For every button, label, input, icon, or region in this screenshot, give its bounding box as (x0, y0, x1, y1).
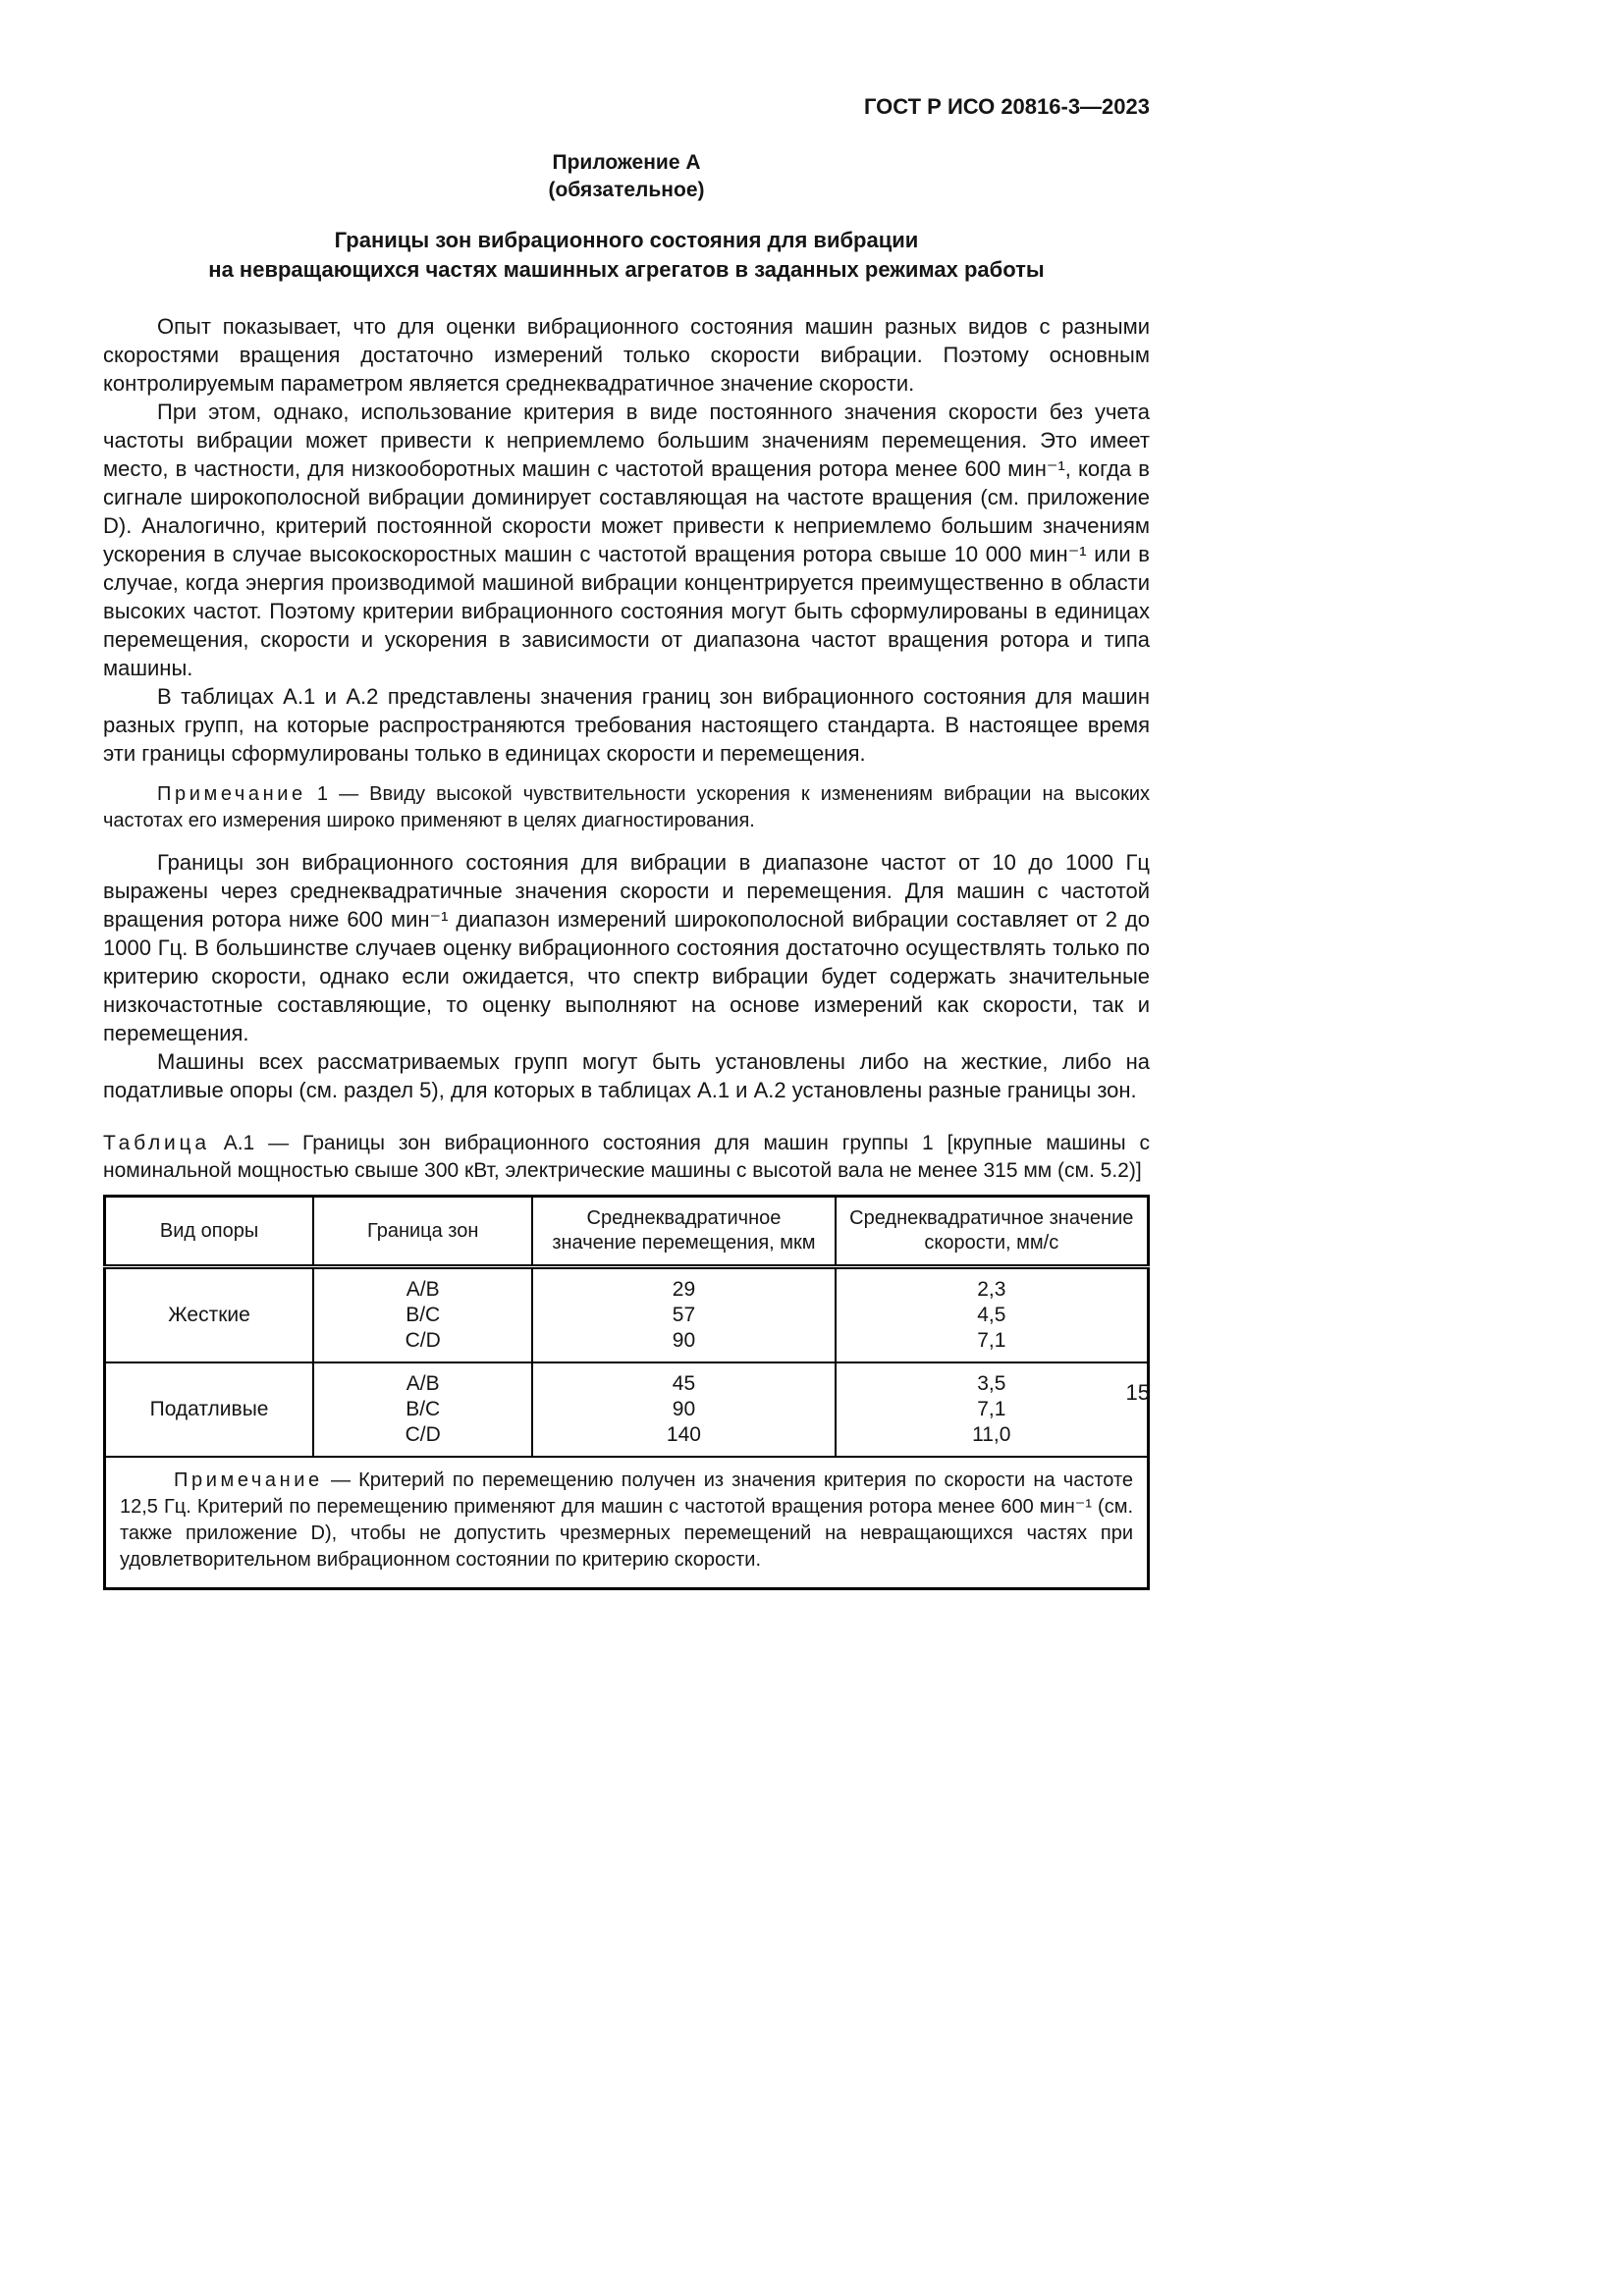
page-content (103, 94, 1150, 1590)
document-title-line-1: Границы зон вибрационного состояния для вибрации (334, 228, 919, 252)
cell-velocity-rigid (836, 1267, 1149, 1363)
cell-displacement-flexible (532, 1362, 835, 1457)
note-1-text: 1 — Ввиду высокой чувствительности ускорения к изменениям вибрации на высоких частотах его измерения широко применяют в целях диагностирования. (103, 783, 1150, 831)
body-paragraph-1: Опыт показывает, что для оценки вибрационного состояния машин разных видов с разными скоростями вращения достаточно измерений только скорости вибрации. Поэтому основным контролируемым параметром является среднеквадратичное значение скорости. (103, 314, 1150, 396)
body-paragraph-4: Границы зон вибрационного состояния для вибрации в диапазоне частот от 10 до 1000 Гц выражены через среднеквадратичные значения скорости и перемещения. Для машин с частотой вращения ротора ниже 600 мин⁻¹ диапазон измерений широкополосной вибрации составляет от 2 до 1000 Гц. В большинстве случаев оценку вибрационного состояния достаточно осуществлять только по критерию скорости, однако если ожидается, что спектр вибрации будет содержать значительные низкочастотные составляющие, то оценку выполняют на основе измерений как скорости, так и перемещения. (103, 850, 1150, 1045)
zone-boundary-value: B/C (406, 1304, 441, 1326)
cell-velocity-flexible (836, 1362, 1149, 1457)
displacement-value: 90 (672, 1398, 696, 1420)
displacement-value: 57 (672, 1304, 696, 1326)
zone-boundary-value: C/D (405, 1329, 441, 1352)
velocity-value: 7,1 (977, 1329, 1006, 1352)
document-title (103, 226, 1150, 285)
table-caption-text: А.1 — Границы зон вибрационного состояния для машин группы 1 [крупные машины с номинальной мощностью свыше 300 кВт, электрические машины с высотой вала не менее 315 мм (см. 5.2)] (103, 1132, 1150, 1182)
velocity-value: 7,1 (977, 1398, 1006, 1420)
zone-boundary-value: B/C (406, 1398, 441, 1420)
cell-zones-flexible (313, 1362, 532, 1457)
velocity-value: 2,3 (977, 1278, 1006, 1301)
velocity-value: 3,5 (977, 1372, 1006, 1395)
note-1 (103, 781, 1150, 834)
table-note-text: — Критерий по перемещению получен из значения критерия по скорости на частоте 12,5 Гц. Критерий по перемещению применяют для машин с частотой вращения ротора менее 600 мин⁻¹ (см. также приложение D), чтобы не допустить чрезмерных перемещений на невращающихся частях при удовлетворительном вибрационном состоянии по критерию скорости. (120, 1469, 1133, 1571)
zone-boundary-value: A/B (406, 1278, 440, 1301)
annex-type: (обязательное) (548, 179, 705, 201)
zone-boundary-value: A/B (406, 1372, 440, 1395)
table-row-rigid-supports (105, 1267, 1149, 1363)
body-paragraph-3: В таблицах А.1 и А.2 представлены значения границ зон вибрационного состояния для машин разных групп, на которые распространяются требования настоящего стандарта. В настоящее время эти границы сформулированы только в единицах скорости и перемещения. (103, 684, 1150, 766)
table-note-row (105, 1457, 1149, 1589)
velocity-value: 4,5 (977, 1304, 1006, 1326)
table-note (105, 1457, 1149, 1589)
zone-boundary-value: C/D (405, 1423, 441, 1446)
cell-support-rigid: Жесткие (105, 1267, 314, 1363)
table-caption (103, 1130, 1150, 1185)
col-header-velocity: Среднеквадратичное значение скорости, мм/с (836, 1197, 1149, 1267)
col-header-zone-boundary: Граница зон (313, 1197, 532, 1267)
col-header-displacement: Среднеквадратичное значение перемещения, мкм (532, 1197, 835, 1267)
annex-label: Приложение А (552, 151, 701, 174)
page-number: 15 (1125, 1380, 1150, 1405)
cell-support-flexible: Податливые (105, 1362, 314, 1457)
col-header-support-type: Вид опоры (105, 1197, 314, 1267)
displacement-value: 45 (672, 1372, 696, 1395)
document-title-line-2: на невращающихся частях машинных агрегатов в заданных режимах работы (208, 257, 1045, 282)
annex-heading (103, 149, 1150, 204)
body-paragraph-2: При этом, однако, использование критерия в виде постоянного значения скорости без учета частоты вибрации может привести к неприемлемо большим значениям перемещения. Это имеет место, в частности, для низкооборотных машин с частотой вращения ротора менее 600 мин⁻¹, когда в сигнале широкополосной вибрации доминирует составляющая на частоте вращения (см. приложение D). Аналогично, критерий постоянной скорости может привести к неприемлемо большим значениям ускорения в случае высокоскоростных машин с частотой вращения ротора свыше 10 000 мин⁻¹ или в случае, когда энергия производимой машиной вибрации концентрируется преимущественно в области высоких частот. Поэтому критерии вибрационного состояния могут быть сформулированы в единицах перемещения, скорости и ускорения в зависимости от диапазона частот вращения ротора и типа машины. (103, 400, 1150, 680)
displacement-value: 90 (672, 1329, 696, 1352)
table-row-flexible-supports (105, 1362, 1149, 1457)
body-paragraph-5: Машины всех рассматриваемых групп могут быть установлены либо на жесткие, либо на податливые опоры (см. раздел 5), для которых в таблицах А.1 и А.2 установлены разные границы зон. (103, 1049, 1150, 1102)
table-header-row (105, 1197, 1149, 1267)
table-caption-label: Таблица (103, 1132, 210, 1154)
velocity-value: 11,0 (972, 1423, 1011, 1446)
cell-displacement-rigid (532, 1267, 835, 1363)
displacement-value: 29 (672, 1278, 696, 1301)
table-note-label: Примечание (174, 1469, 323, 1491)
cell-zones-rigid (313, 1267, 532, 1363)
note-1-label: Примечание (157, 783, 306, 805)
displacement-value: 140 (666, 1423, 701, 1446)
doc-code-header: ГОСТ Р ИСО 20816-3—2023 (863, 94, 1150, 119)
